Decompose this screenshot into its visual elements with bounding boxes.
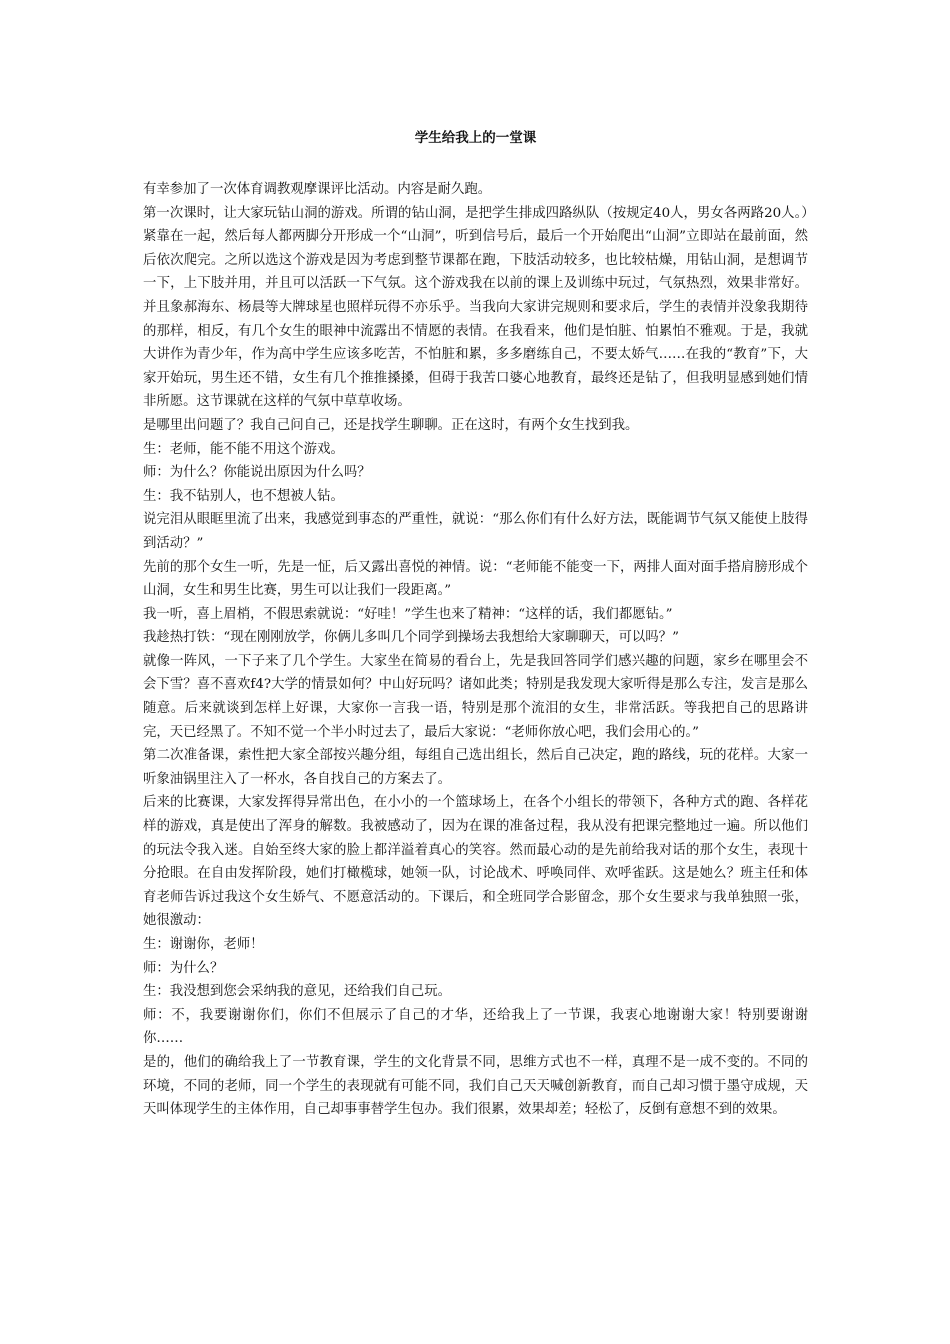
paragraph: 是的，他们的确给我上了一节教育课，学生的文化背景不同，思维方式也不一样，真理不是一成不变的。不同的环境，不同的老师，同一个学生的表现就有可能不同，我们自己天天喊创新教育，而自己却习惯于墨守成规，天天叫体现学生的主体作用，自己却事事替学生包办。我们很累，效果却差；轻松了，反倒有意想不到的效果。	[143, 1054, 808, 1118]
document-title: 学生给我上的一堂课	[414, 130, 537, 146]
paragraph: 后来的比赛课，大家发挥得异常出色，在小小的一个篮球场上，在各个小组长的带领下，各种方式的跑、各样花样的游戏，真是使出了浑身的解数。我被感动了，因为在课的准备过程，我从没有把课完整地过一遍。所以他们的玩法令我入迷。自始至终大家的脸上都洋溢着真心的笑容。然而最心动的是先前给我对话的那个女生，表现十分抢眼。在自由发挥阶段，她们打橄榄球，她领一队，讨论战术、呼唤同伴、欢呼雀跃。这是她么？班主任和体育老师告诉过我这个女生娇气、不愿意活动的。下课后，和全班同学合影留念，那个女生要求与我单独照一张，她很激动：	[143, 795, 808, 929]
paragraph: 师：为什么？	[143, 960, 224, 976]
paragraph: 先前的那个女生一听，先是一怔，后又露出喜悦的神情。说：“老师能不能变一下，两排人面对面手搭肩膀形成个山洞，女生和男生比赛，男生可以让我们一段距离。”	[143, 559, 808, 599]
paragraph: 师：为什么？你能说出原因为什么吗？	[143, 465, 371, 481]
paragraph: 第二次准备课，索性把大家全部按兴趣分组，每组自己选出组长，然后自己决定，跑的路线，玩的花样。大家一听象油锅里注入了一杯水，各自找自己的方案去了。	[143, 748, 808, 787]
paragraph: 我一听，喜上眉梢，不假思索就说：“好哇！”学生也来了精神：“这样的话，我们都愿钻。”	[143, 606, 673, 622]
document-body	[143, 178, 808, 1122]
paragraph: 我趁热打铁：“现在刚刚放学，你俩儿多叫几个同学到操场去我想给大家聊聊天，可以吗？”	[143, 630, 679, 646]
paragraph: 生：我没想到您会采纳我的意见，还给我们自己玩。	[143, 984, 451, 1000]
paragraph: 是哪里出问题了？我自己问自己，还是找学生聊聊。正在这时，有两个女生找到我。	[143, 417, 639, 433]
paragraph: 生：谢谢你，老师！	[143, 937, 264, 952]
paragraph: 生：我不钻别人，也不想被人钻。	[143, 488, 344, 504]
paragraph: 有幸参加了一次体育调教观摩课评比活动。内容是耐久跑。	[143, 182, 492, 197]
document-page	[143, 128, 808, 1122]
paragraph: 生：老师，能不能不用这个游戏。	[143, 441, 344, 457]
paragraph: 师：不，我要谢谢你们，你们不但展示了自己的才华，还给我上了一节课，我衷心地谢谢大家！特别要谢谢你……	[143, 1007, 808, 1047]
paragraph: 就像一阵风，一下子来了几个学生。大家坐在简易的看台上，先是我回答同学们感兴趣的问题，家乡在哪里会不会下雪？喜不喜欢f4?大学的情景如何？中山好玩吗？诸如此类；特别是我发现大家听得是那么专注，发言是那么随意。后来就谈到怎样上好课，大家你一言我一语，特别是那个流泪的女生，非常活跃。等我把自己的思路讲完，天已经黑了。不知不觉一个半小时过去了，最后大家说：“老师你放心吧，我们会用心的。”	[143, 653, 808, 740]
paragraph: 说完泪从眼眶里流了出来，我感觉到事态的严重性，就说：“那么你们有什么好方法，既能调节气氛又能使上肢得到活动？”	[143, 512, 808, 551]
paragraph: 第一次课时，让大家玩钻山洞的游戏。所谓的钻山洞，是把学生排成四路纵队（按规定40人，男女各两路20人。）紧靠在一起，然后每人都两脚分开形成一个“山洞”，听到信号后，最后一个开始爬出“山洞”立即站在最前面，然后依次爬完。之所以选这个游戏是因为考虑到整节课都在跑，下肢活动较多，也比较枯燥，用钻山洞，是想调节一下，上下肢并用，并且可以活跃一下气氛。这个游戏我在以前的课上及训练中玩过，气氛热烈，效果非常好。并且象郝海东、杨晨等大牌球星也照样玩得不亦乐乎。当我向大家讲完规则和要求后，学生的表情并没象我期待的那样，相反，有几个女生的眼神中流露出不情愿的表情。在我看来，他们是怕脏、怕累怕不雅观。于是，我就大讲作为青少年，作为高中学生应该多吃苦，不怕脏和累，多多磨练自己，不要太娇气……在我的“教育”下，大家开始玩，男生还不错，女生有几个推推搡搡，但碍于我苦口婆心地教育，最终还是钻了，但我明显感到她们情非所愿。这节课就在这样的气氛中草草收场。	[143, 205, 808, 410]
